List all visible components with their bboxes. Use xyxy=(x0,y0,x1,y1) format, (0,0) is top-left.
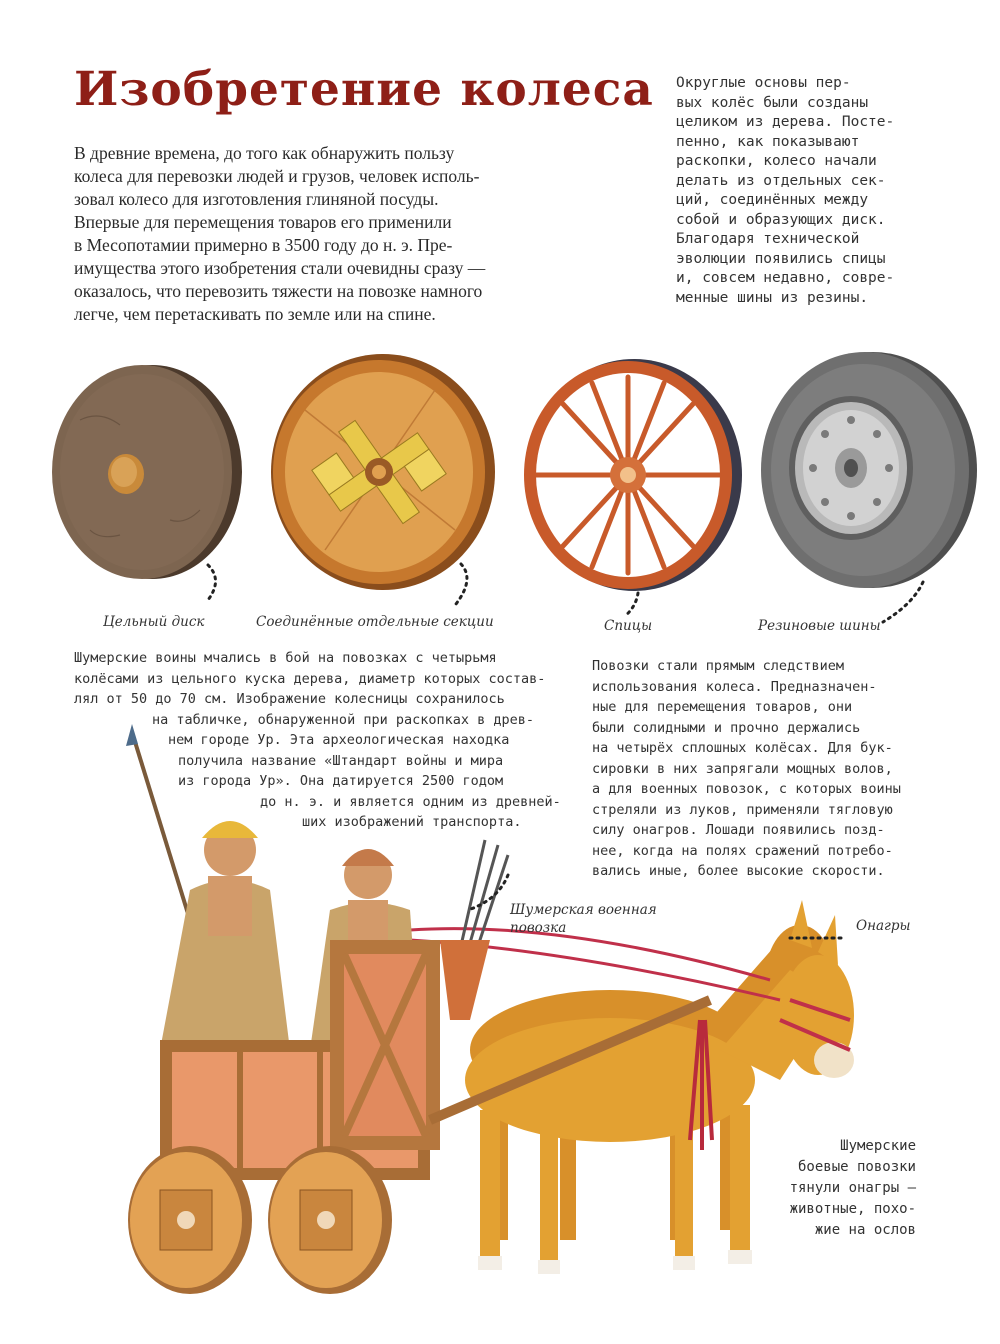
sidenote-line: вых колёс были созданы xyxy=(676,94,869,111)
label-wagon-line1: Шумерская военная xyxy=(510,902,657,918)
spoked-wheel-illustration xyxy=(520,355,750,615)
caption-rubber-tires: Резиновые шины xyxy=(758,618,881,634)
sidenote-line: и, совсем недавно, совре- xyxy=(676,270,895,286)
para-line: стреляли из луков, применяли тягловую xyxy=(592,801,893,818)
para-line: лял от 50 до 70 см. Изображение колесницы сохранилось xyxy=(74,691,505,707)
label-wagon-line2: повозка xyxy=(510,920,567,936)
para-line: нем городе Ур. Эта археологическая находка xyxy=(168,732,510,748)
note-line: Шумерские xyxy=(840,1138,916,1154)
sidenote-line: раскопки, колесо начали xyxy=(676,153,877,169)
sidenote-line: пенно, как показывают xyxy=(676,133,860,150)
label-onagers: Онагры xyxy=(856,918,911,934)
sections-wheel-illustration xyxy=(265,350,505,620)
para-line: Шумерские воины мчались в бой на повозках с четырьмя xyxy=(74,650,497,666)
intro-line: оказалось, что перевозить тяжести на повозке намного xyxy=(74,281,483,301)
para-line: использования колеса. Предназначен- xyxy=(592,678,877,695)
para-line: до н. э. и является одним из древней- xyxy=(260,793,561,810)
para-line: вались иные, более высокие скорости. xyxy=(592,863,885,879)
caption-joined-sections: Соединённые отдельные секции xyxy=(256,614,494,630)
para-line: на четырёх сплошных колёсах. Для бук- xyxy=(592,740,893,756)
para-line: Повозки стали прямым следствием xyxy=(592,658,844,674)
caption-spokes: Спицы xyxy=(604,618,653,634)
intro-line: Впервые для перемещения товаров его применили xyxy=(74,212,452,232)
sidenote-line: Округлые основы пер- xyxy=(676,75,851,91)
onagers-note xyxy=(756,1136,916,1241)
intro-line: в Месопотамии примерно в 3500 году до н. э. Пре- xyxy=(74,235,453,255)
para-line: нее, когда на полях сражений потребо- xyxy=(592,842,893,859)
para-line: на табличке, обнаруженной при раскопках в древ- xyxy=(152,711,535,728)
para-line: а для военных повозок, с которых воины xyxy=(592,781,901,797)
intro-line: колеса для перевозки людей и грузов, человек исполь- xyxy=(74,166,480,186)
para-line: колёсами из цельного куска дерева, диаметр которых состав- xyxy=(74,670,546,687)
para-line: сировки в них запрягали мощных волов, xyxy=(592,760,893,777)
para-line: были солидными и прочно держались xyxy=(592,719,861,736)
sidenote-paragraph xyxy=(676,74,912,308)
sidenote-line: эволюции появились спицы xyxy=(676,250,886,267)
para-line: из города Ур». Она датируется 2500 годом xyxy=(178,773,504,789)
sidenote-line: делать из отдельных сек- xyxy=(676,172,886,189)
solid-disc-wheel-illustration xyxy=(40,360,250,610)
sidenote-line: ций, соединённых между xyxy=(676,192,869,208)
para-line: ные для перемещения товаров, они xyxy=(592,699,853,715)
note-line: боевые повозки xyxy=(797,1159,916,1175)
intro-line: имущества этого изобретения стали очевидны сразу — xyxy=(74,258,486,278)
note-line: животные, похо- xyxy=(789,1201,916,1217)
intro-line: легче, чем перетаскивать по земле или на спине. xyxy=(74,304,436,324)
intro-line: В древние времена, до того как обнаружить пользу xyxy=(74,143,455,163)
intro-line: зовал колесо для изготовления глиняной посуды. xyxy=(74,189,439,209)
para-line: получила название «Штандарт войны и мира xyxy=(178,752,504,769)
note-line: тянули онагры — xyxy=(789,1180,916,1196)
para-line: силу онагров. Лошади появились позд- xyxy=(592,822,885,838)
rubber-tire-illustration xyxy=(755,350,985,630)
sidenote-line: менные шины из резины. xyxy=(676,289,869,306)
caption-solid-disc: Цельный диск xyxy=(103,614,205,630)
para-line: ших изображений транспорта. xyxy=(302,814,522,830)
intro-paragraph xyxy=(74,142,604,326)
note-line: жие на ослов xyxy=(814,1222,916,1238)
sidenote-line: целиком из дерева. Посте- xyxy=(676,114,895,130)
sidenote-line: Благодаря технической xyxy=(676,231,860,247)
page-title: Изобретение колеса xyxy=(74,62,654,117)
sidenote-line: собой и образующих диск. xyxy=(676,211,886,228)
